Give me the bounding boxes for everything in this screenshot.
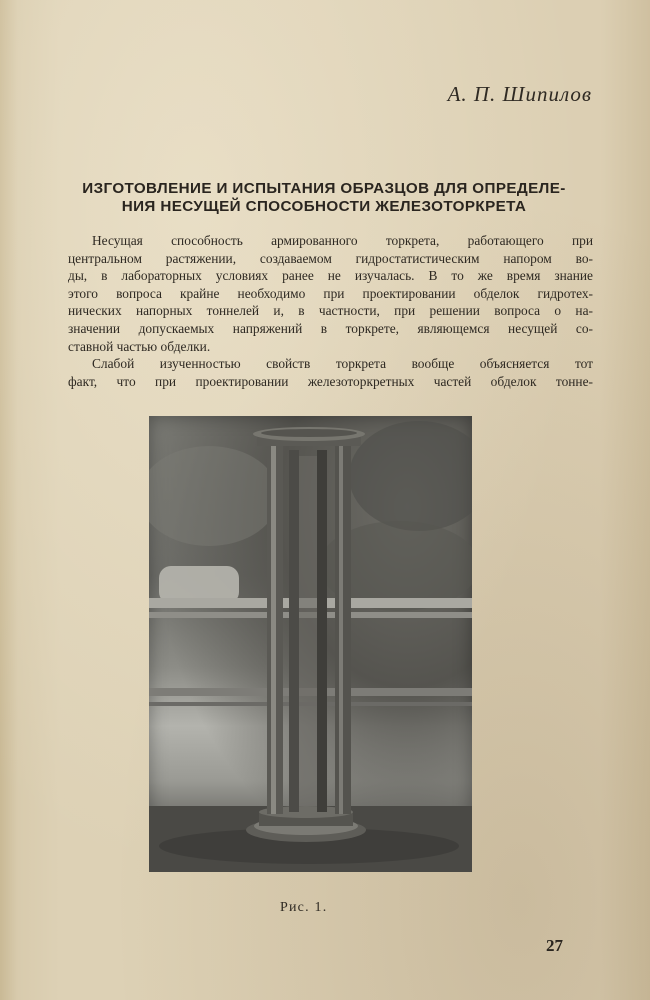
body-line: этого вопроса крайне необходимо при проектировании обделок гидротех-	[68, 285, 593, 301]
body-line: факт, что при проектировании железоторкретных частей обделок тонне-	[68, 373, 593, 389]
body-line: значении допускаемых напряжений в торкрете, являющемся несущей со-	[68, 320, 593, 336]
figure-caption: Рис. 1.	[280, 900, 328, 915]
body-line: Слабой изученностью свойств торкрета вообще объясняется тот	[92, 356, 593, 372]
body-line: нических напорных тоннелей и, в частности, при решении вопроса о на-	[68, 303, 593, 319]
specimen-photo-illustration	[149, 416, 472, 872]
article-title	[56, 180, 592, 216]
title-line-2: НИЯ НЕСУЩЕЙ СПОСОБНОСТИ ЖЕЛЕЗОТОРКРЕТА	[121, 198, 527, 215]
page-number: 27	[546, 936, 563, 955]
author-name: А. П. Шипилов	[447, 82, 592, 106]
title-line-1: ИЗГОТОВЛЕНИЕ И ИСПЫТАНИЯ ОБРАЗЦОВ ДЛЯ ОПРЕДЕЛЕ-	[82, 180, 566, 197]
figure-photo	[149, 416, 472, 872]
body-text	[68, 232, 593, 390]
body-line: Несущая способность армированного торкрета, работающего при	[92, 233, 593, 248]
body-line: ставной частью обделки.	[68, 338, 211, 354]
body-line: ды, в лабораторных условиях ранее не изучалась. В то же время знание	[68, 268, 593, 284]
body-line: центральном растяжении, создаваемом гидростатистическим напором во-	[68, 250, 593, 266]
